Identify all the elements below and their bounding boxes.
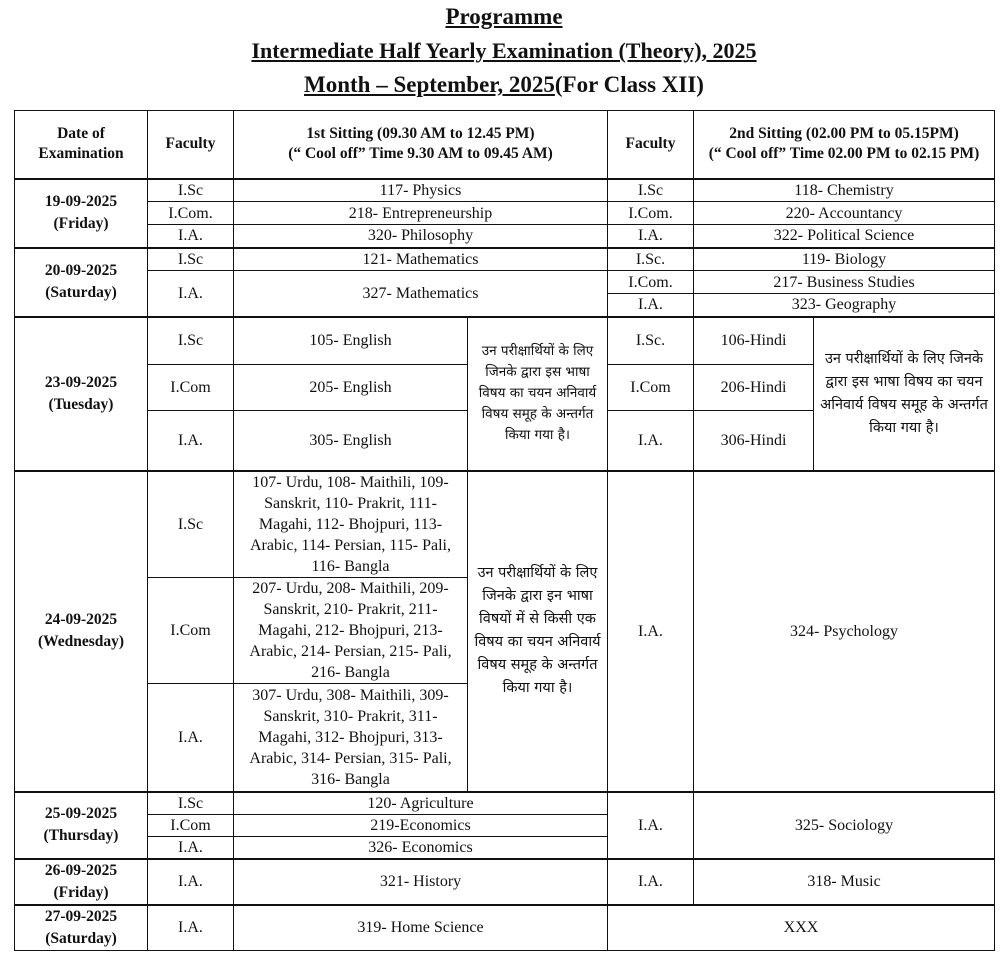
subject-cell: 218- Entrepreneurship [234, 202, 608, 225]
table-row [15, 792, 995, 815]
exam-day: (Tuesday) [48, 395, 114, 413]
subject-cell: 220- Accountancy [694, 202, 995, 225]
table-row [15, 859, 995, 905]
subject-cell: 118- Chemistry [694, 179, 995, 202]
exam-date: 25-09-2025 [44, 805, 118, 822]
faculty-cell: I.Sc. [608, 248, 694, 271]
faculty-cell: I.Com. [148, 202, 234, 225]
date-column-header: Date of Examination [15, 111, 148, 179]
exam-date-cell [15, 792, 148, 859]
subject-cell: 324- Psychology [694, 471, 995, 792]
exam-date-cell [15, 905, 148, 951]
subject-cell: 117- Physics [234, 179, 608, 202]
subject-cell: 107- Urdu, 108- Maithili, 109- Sanskrit, 110- Prakrit, 111- Magahi, 112- Bhojpuri, 113- Arabic, 114- Persian, 115- Pali, 116- Bangla [234, 471, 468, 578]
table-row [15, 179, 995, 202]
subject-cell: 322- Political Science [694, 225, 995, 248]
table-row [15, 317, 995, 365]
faculty-cell: I.A. [608, 859, 694, 905]
exam-day: (Thursday) [43, 827, 119, 844]
exam-date-cell [15, 248, 148, 317]
subject-cell: 106-Hindi [694, 317, 814, 365]
faculty-cell: I.Com [148, 578, 234, 684]
faculty-cell: I.Com. [608, 202, 694, 225]
faculty1-column-header: Faculty [148, 111, 234, 179]
faculty-cell: I.Sc [148, 317, 234, 365]
faculty-cell: I.A. [608, 792, 694, 859]
sitting1-title: 1st Sitting (09.30 AM to 12.45 PM) [306, 125, 535, 143]
subject-cell: 206-Hindi [694, 365, 814, 411]
subject-cell: 318- Music [694, 859, 995, 905]
subject-cell: 305- English [234, 411, 468, 471]
subject-cell: 319- Home Science [234, 905, 608, 951]
faculty-cell: I.Com [608, 365, 694, 411]
exam-day: (Wednesday) [37, 633, 125, 650]
subject-cell: 207- Urdu, 208- Maithili, 209- Sanskrit, 210- Prakrit, 211- Magahi, 212- Bhojpuri, 213- Arabic, 214- Persian, 215- Pali, 216- Bangla [234, 578, 468, 684]
sitting1-cooloff: (“ Cool off” Time 9.30 AM to 09.45 AM) [288, 145, 553, 163]
exam-date-cell [15, 471, 148, 792]
exam-date: 23-09-2025 [44, 373, 118, 391]
exam-date: 24-09-2025 [44, 611, 118, 628]
subject-cell: 105- English [234, 317, 468, 365]
language-note-3: उन परीक्षार्थियों के लिए जिनके द्वारा इन भाषा विषयों में से किसी एक विषय का चयन अनिवार्य विषय समूह के अन्तर्गत किया गया है। [468, 471, 608, 792]
exam-date-cell [15, 859, 148, 905]
sitting1-column-header [234, 111, 608, 179]
faculty-cell: I.A. [148, 271, 234, 317]
faculty-cell: I.Sc [148, 248, 234, 271]
faculty-cell: I.Com [148, 814, 234, 836]
subject-cell: 120- Agriculture [234, 792, 608, 815]
subject-cell: 323- Geography [694, 294, 995, 317]
subject-cell: 320- Philosophy [234, 225, 608, 248]
faculty-cell: I.A. [148, 905, 234, 951]
table-row [15, 905, 995, 951]
table-row [15, 225, 995, 248]
faculty-cell: I.A. [608, 411, 694, 471]
faculty-cell: I.A. [608, 471, 694, 792]
subject-cell: 217- Business Studies [694, 271, 995, 294]
table-row [15, 248, 995, 271]
faculty-cell: I.A. [608, 294, 694, 317]
faculty-cell: I.Sc [608, 179, 694, 202]
subject-cell: 119- Biology [694, 248, 995, 271]
exam-date: 26-09-2025 [44, 861, 118, 879]
table-row [15, 471, 995, 578]
exam-date: 19-09-2025 [44, 193, 118, 210]
page-title: Programme [445, 4, 563, 29]
exam-date: 20-09-2025 [44, 262, 118, 279]
language-note-1: उन परीक्षार्थियों के लिए जिनके द्वारा इस भाषा विषय का चयन अनिवार्य विषय समूह के अन्तर्गत किया गया है। [468, 317, 608, 471]
exam-date: 27-09-2025 [44, 907, 118, 925]
exam-day: (Friday) [53, 215, 109, 232]
sitting2-column-header [694, 111, 995, 179]
faculty2-column-header: Faculty [608, 111, 694, 179]
faculty-cell: I.Sc. [608, 317, 694, 365]
subject-cell: 327- Mathematics [234, 271, 608, 317]
class-text: (For Class XII) [554, 72, 704, 97]
faculty-cell: I.Com. [608, 271, 694, 294]
faculty-cell: I.Sc [148, 792, 234, 815]
subject-cell: 121- Mathematics [234, 248, 608, 271]
table-row [15, 271, 995, 294]
exam-day: (Friday) [53, 883, 109, 901]
faculty-cell: I.Com [148, 365, 234, 411]
subject-cell: 321- History [234, 859, 608, 905]
sitting2-title: 2nd Sitting (02.00 PM to 05.15PM) [729, 125, 959, 143]
exam-date-cell [15, 179, 148, 248]
faculty-cell: I.A. [148, 411, 234, 471]
subject-cell: 325- Sociology [694, 792, 995, 859]
subject-cell: 326- Economics [234, 836, 608, 859]
subject-cell: 307- Urdu, 308- Maithili, 309- Sanskrit, 310- Prakrit, 311- Magahi, 312- Bhojpuri, 313- Arabic, 314- Persian, 315- Pali, 316- Bangla [234, 684, 468, 792]
exam-day: (Saturday) [45, 284, 117, 301]
faculty-cell: I.Sc [148, 179, 234, 202]
subject-cell: XXX [608, 905, 995, 951]
header-row [15, 111, 995, 179]
table-row [15, 202, 995, 225]
exam-date-cell [15, 317, 148, 471]
month-line [0, 72, 1008, 98]
faculty-cell: I.A. [148, 859, 234, 905]
faculty-cell: I.A. [148, 225, 234, 248]
language-note-2: उन परीक्षार्थियों के लिए जिनके द्वारा इस भाषा विषय का चयन अनिवार्य विषय समूह के अन्तर्गत किया गया है। [814, 317, 995, 471]
subject-cell: 219-Economics [234, 814, 608, 836]
exam-schedule-table [14, 110, 995, 951]
faculty-cell: I.A. [148, 836, 234, 859]
exam-subtitle: Intermediate Half Yearly Examination (Theory), 2025 [251, 38, 757, 63]
month-text: Month – September, 2025 [304, 72, 555, 97]
faculty-cell: I.A. [608, 225, 694, 248]
subject-cell: 205- English [234, 365, 468, 411]
faculty-cell: I.A. [148, 684, 234, 792]
faculty-cell: I.Sc [148, 471, 234, 578]
subject-cell: 306-Hindi [694, 411, 814, 471]
exam-day: (Saturday) [45, 929, 117, 947]
sitting2-cooloff: (“ Cool off” Time 02.00 PM to 02.15 PM) [708, 145, 980, 163]
